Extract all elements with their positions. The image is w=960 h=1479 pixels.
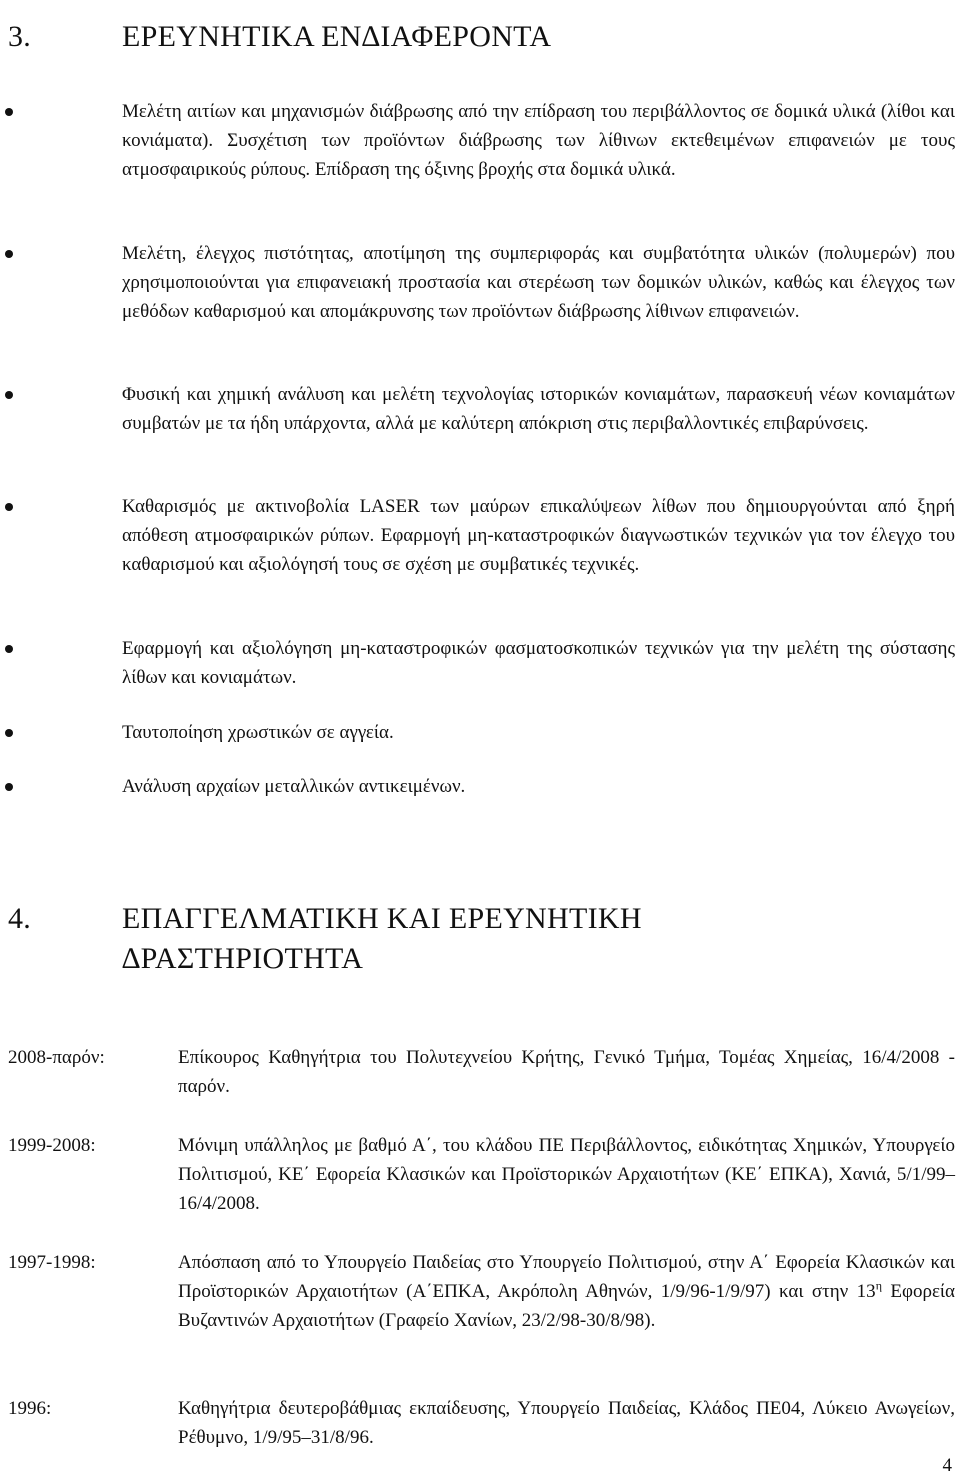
ordinal-superscript: η	[875, 1278, 882, 1293]
list-item-text: Ανάλυση αρχαίων μεταλλικών αντικειμένων.	[122, 776, 466, 797]
bullet-icon	[5, 108, 13, 116]
cv-description-part1: Απόσπαση από το Υπουργείο Παιδείας στο Υπουργείο Πολιτισμού, στην Α΄ Εφορεία Κλασικών και Προϊστορικών Αρχαιοτήτων (Α΄ΕΠΚΑ, Ακρόπολη Αθηνών, 1/9/96-1/9/97) και στην 13	[178, 1252, 955, 1302]
bullet-icon	[5, 645, 13, 653]
cv-description-part2: Εφορεία Βυζαντινών Αρχαιοτήτων (Γραφείο Χανίων, 23/2/98-30/8/98).	[178, 1281, 955, 1331]
list-item-text: Εφαρμογή και αξιολόγηση μη-καταστροφικών φασματοσκοπικών τεχνικών για την μελέτη της σύστασης λίθων και κονιαμάτων.	[122, 638, 955, 688]
cv-description: Μόνιμη υπάλληλος με βαθμό Α΄, του κλάδου ΠΕ Περιβάλλοντος, ειδικότητας Χημικών, Υπουργείο Πολιτισμού, ΚΕ΄ Εφορεία Κλασικών και Προϊστορικών Αρχαιοτήτων (ΚΕ΄ ΕΠΚΑ), Χανιά, 5/1/99–16/4/2008.	[178, 1135, 955, 1214]
list-item-text: Μελέτη, έλεγχος πιστότητας, αποτίμηση της συμπεριφοράς και συμβατότητα υλικών (πολυμερών) που χρησιμοποιούνται για επιφανειακή προστασία και στερέωση των δομικών υλικών, καθώς και έλεγχος των μεθόδων καθαρισμού και απομάκρυνσης των προϊόντων διάβρωσης λίθινων επιφανειών.	[122, 243, 955, 322]
cv-description: Καθηγήτρια δευτεροβάθμιας εκπαίδευσης, Υπουργείο Παιδείας, Κλάδος ΠΕ04, Λύκειο Ανωγείων, Ρέθυμνο, 1/9/95–31/8/96.	[178, 1398, 955, 1448]
bullet-icon	[5, 503, 13, 511]
section-4-number: 4.	[8, 902, 32, 935]
list-item-text: Μελέτη αιτίων και μηχανισμών διάβρωσης από την επίδραση του περιβάλλοντος σε δομικά υλικά (λίθοι και κονιάματα). Συσχέτιση των προϊόντων διάβρωσης των λίθινων εκτεθειμένων επιφανειών με τους ατμοσφαιρικούς ρύπους. Επίδραση της όξινης βροχής στα δομικά υλικά.	[122, 101, 955, 180]
cv-period: 1997-1998:	[8, 1252, 96, 1273]
cv-period: 1999-2008:	[8, 1135, 96, 1156]
cv-description	[178, 1248, 955, 1335]
cv-period: 1996:	[8, 1398, 52, 1419]
section-4-title-line2: ∆ΡΑΣΤΗΡΙΟΤΗΤΑ	[122, 942, 364, 975]
bullet-icon	[5, 783, 13, 791]
section-3-heading	[8, 17, 551, 57]
bullet-icon	[5, 250, 13, 258]
list-item-text: Καθαρισμός με ακτινοβολία LASER των μαύρων επικαλύψεων λίθων που δημιουργούνται από ξηρή απόθεση ατμοσφαιρικών ρύπων. Εφαρμογή μη-καταστροφικών διαγνωστικών τεχνικών για τον έλεγχο του καθαρισμού και αξιολόγησή τους σε σχέση με συμβατικές τεχνικές.	[122, 496, 955, 575]
section-3-number: 3.	[8, 20, 32, 53]
section-4-heading	[8, 899, 642, 939]
cv-description: Επίκουρος Καθηγήτρια του Πολυτεχνείου Κρήτης, Γενικό Τμήμα, Τομέας Χημείας, 16/4/2008 - παρόν.	[178, 1047, 955, 1097]
list-item-text: Φυσική και χημική ανάλυση και μελέτη τεχνολογίας ιστορικών κονιαμάτων, παρασκευή νέων κονιαμάτων συμβατών με τα ήδη υπάρχοντα, αλλά με καλύτερη απόκριση στις περιβαλλοντικές επιβαρύνσεις.	[122, 384, 955, 434]
bullet-icon	[5, 729, 13, 737]
bullet-icon	[5, 391, 13, 399]
section-3-title: ΕΡΕΥΝΗΤΙΚΑ ΕΝ∆ΙΑΦΕΡΟΝΤΑ	[122, 20, 552, 53]
page-number: 4	[942, 1455, 952, 1476]
list-item-text: Ταυτοποίηση χρωστικών σε αγγεία.	[122, 722, 394, 743]
section-4-title-line1: ΕΠΑΓΓΕΛΜΑΤΙΚΗ ΚΑΙ ΕΡΕΥΝΗΤΙΚΗ	[122, 902, 642, 935]
cv-period: 2008-παρόν:	[8, 1047, 105, 1068]
